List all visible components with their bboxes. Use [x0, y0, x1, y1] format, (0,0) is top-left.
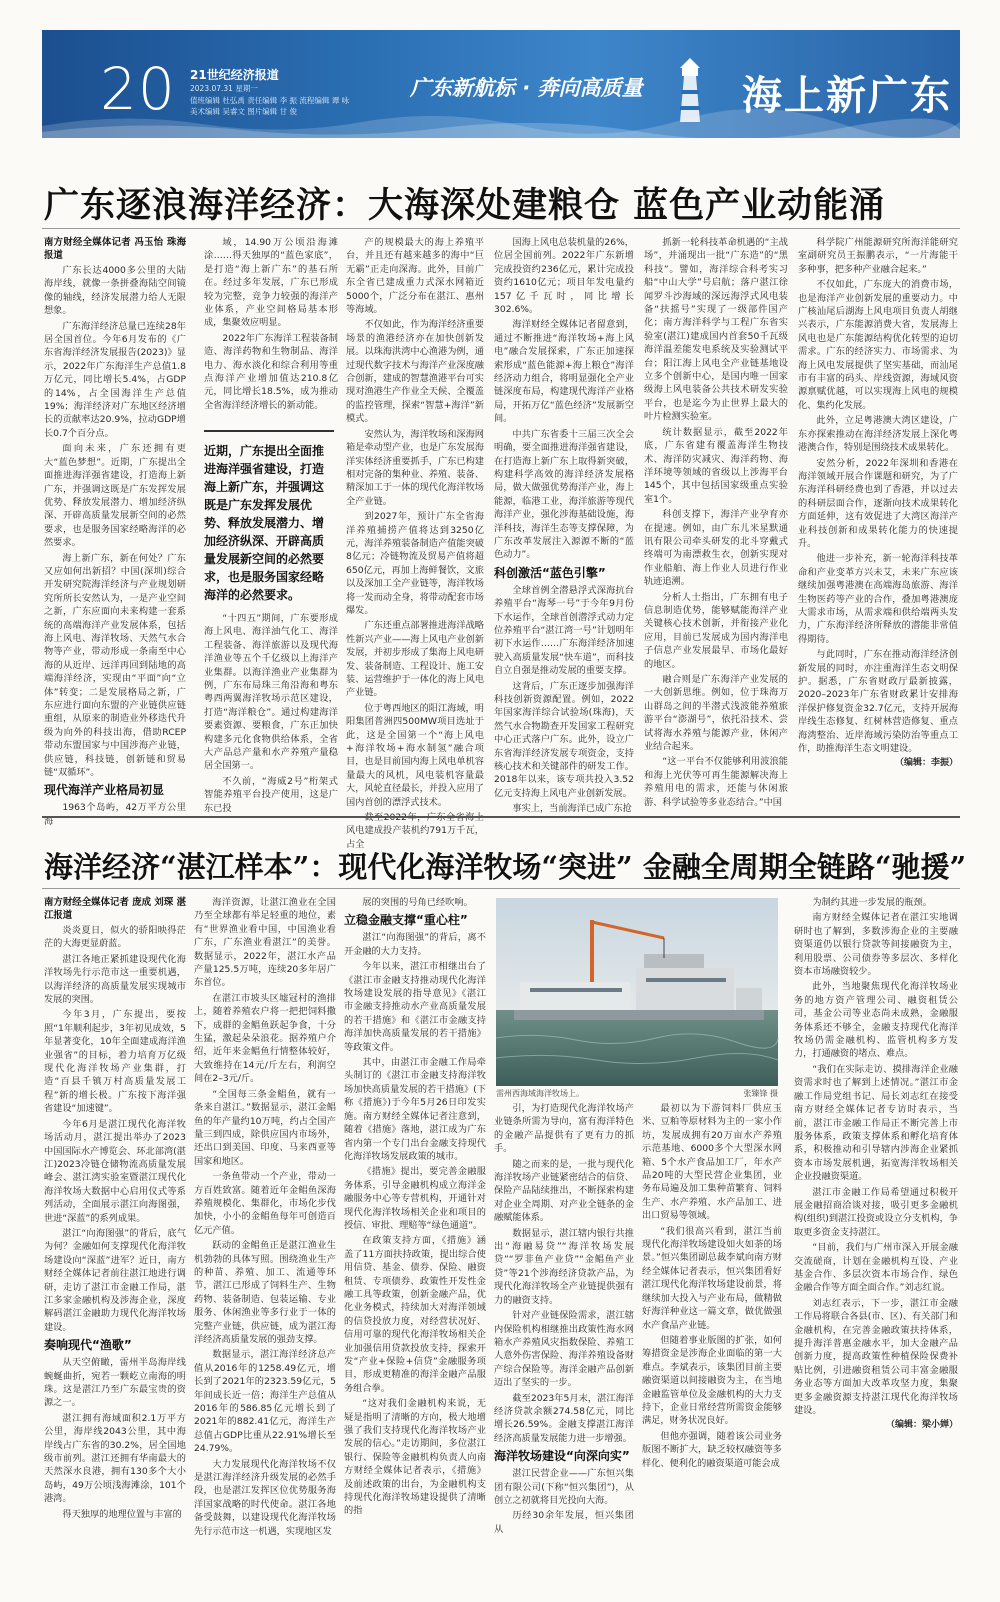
paragraph: 面向未来，广东还拥有更大“蓝色梦想”。近期，广东提出全面推进海洋强省建设，打造海上新广东，并强调这既是广东发挥发展优势、释放发展潜力、增加经济纵深、开辟高质量发展新空间的必然要求，也是服务国家经略海洋的必然要求。 — [44, 443, 186, 549]
paragraph: 一条鱼带动一个产业，带动一方百姓致富。随着近年金鲳鱼深海养殖规模化、集群化，市场化步伐加快，小小的金鲳鱼每年可创造百亿元产值。 — [194, 1171, 336, 1236]
paragraph: 截至2023年5月末，湛江海洋经济贷款余额274.58亿元，同比增长26.59%。金融支撑湛江海洋经济高质量发展能力进一步增强。 — [494, 1392, 634, 1444]
paragraph: 2022年广东海洋工程装备制造、海洋药物和生物制品、海洋电力、海水淡化和综合利用等重点海洋产业增加值达210.8亿元，同比增长18.5%，成为推动全省海洋经济增长的新动能。 — [204, 332, 338, 411]
paragraph: 广东长达4000多公里的大陆海岸线，就像一条拼叠海陆空间镜像的轴线，经济发展潜力给人无限想象。 — [44, 265, 186, 317]
paragraph: 但随着事业版图的扩张，如何筹措资金是涉海企业面临的第一大难点。李斌表示，该集团目前主要融资渠道以间接融资为主，在当地金融监管单位及金融机构的大力支持下，企业日常经营所需资金能够满足，财务状况良好。 — [642, 1334, 782, 1427]
paragraph: 海上新广东，新在何处？广东又应如何出新招？中国(深圳)综合开发研究院海洋经济与产业规划研究所所长安然认为，一是产业空间之新，广东应面向未来构建一套系统的高端海洋产业发展体系，包括海上风电、海洋牧场、天然气水合物等产业，带动形成一条南至中心海的从近岸、远洋再回到陆地的高端海洋经济，实现由“平面”向“立体”转变；二是发展格局之新，广东应进行面向东盟的产业链供应链重组，从原来的制造业外移迭代升级为向外的科技出海，借助RCEP带动东盟国家与中国涉海产业链，供应链，科技链，创新链和贸易链“双循环”。 — [44, 552, 186, 779]
paragraph: 分析人士指出，广东拥有电子信息制造优势，能够赋能海洋产业关键核心技术创新，并衔接产业化应用，目前已发展成为国内海洋电子信息产业发展最早、市场化最好的地区。 — [644, 591, 788, 670]
paragraph: 事实上，当前海洋已成广东抢 — [512, 803, 632, 815]
paragraph: 1963个岛屿，42万平方公里海 — [44, 802, 186, 827]
paragraph: 湛江市金融工作局希望通过积极开展金融招商洽谈对接，吸引更多金融机构(组织)到湛江投资或设立分支机构，争取更多资金支持湛江。 — [794, 1186, 958, 1238]
caption-text: 雷州西海域海洋牧场上。 — [496, 1089, 584, 1098]
paragraph: 这背后，广东正逐步加强海洋科技创新资源配置。例如，2022年国家海洋综合试验场(珠海)，天然气水合物勘查开发国家工程研究中心正式落户广东。此外，设立广东省海洋经济发展专项资金，支持核心技术和关键部件的研发工作。2018年以来，该专项共投入3.52亿元支持海上风电产业创新发展。 — [494, 680, 634, 799]
paragraph: 其中，由湛江市金融工作局牵头制订的《湛江市金融支持海洋牧场加快高质量发展的若干措施》(下称《措施》)于今年5月26日印发实施。南方财经全媒体记者注意到，随着《措施》落地，湛江成为广东省内第一个专门出台金融支持现代化海洋牧场发展政策的城市。 — [344, 1057, 486, 1162]
divider — [42, 816, 960, 818]
photo-credit: 张臻锋 摄 — [743, 1089, 778, 1098]
article-headline: 海洋经济“湛江样本”：现代化海洋牧场“突进” 金融全周期全链路“驰援” — [44, 850, 967, 884]
article-column — [642, 1102, 782, 1576]
paragraph: 全球首例全潜悬浮式深海抗台养殖平台“海琴一号”于今年9月份下水运作，全球首创潜浮式动力定位养殖平台“湛江湾一号”计划明年初下水运作……广东海洋经济加速驶入高质量发展“快车道”，而科技自立自强是推动发展的重要支撑。 — [494, 584, 634, 677]
article-headline: 广东逐浪海洋经济：大海深处建粮仓 蓝色产业动能涌 — [44, 185, 886, 226]
paragraph: “我们很高兴看到，湛江当前现代化海洋牧场建设如火如荼的场景。”恒兴集团副总裁李斌向南方财经全媒体记者表示，恒兴集团看好湛江现代化海洋牧场建设前景，将继续加大投入与产业布局，做精做好海洋种业这一篇文章，做优做强水产食品产业链。 — [642, 1225, 782, 1331]
staff-line: 美术编辑 吴睿文 图片编辑 甘 俊 — [190, 107, 298, 116]
paragraph: 融合则是广东海洋产业发展的一大创新思维。例如，位于珠海万山群岛之间的半潜式浅波能养殖旅游平台“澎湖号”，依托沿技术、尝试将海水养殖与能源产业，休闲产业结合起来。 — [644, 674, 788, 753]
paragraph: 不仅如此，广东庞大的消费市场，也是海洋产业创新发展的重要动力。中广核汕尾后湖海上风电项目负责人胡继兴表示，广东能源消费大省，发展海上风电也是广东能源结构优化转型的迫切需求。广东的经济实力、市场需求、为海上风电发展提供了坚实基础，而汕尾市有丰富的码头、岸线资源，海域风资源禀赋优越，可以实现海上风电的规模化、集约化发展。 — [798, 279, 958, 411]
paragraph: 南方财经全媒体记者在湛江实地调研时也了解到，多数涉海企业的主要融资渠道仍以银行贷款等间接融资为主，利用股票、公司债券等多层次、多样化资本市场融资较少。 — [794, 912, 958, 978]
paragraph: 今年以来，湛江市相继出台了《湛江市金融支持推动现代化海洋牧场建设发展的指导意见》《湛江市金融支持推动水产业高质量发展的若干措施》和《湛江市金融支持海洋加快高质量发展的若干措施》等政策文件。 — [344, 961, 486, 1053]
paragraph: 位于粤西地区的阳江海域，明阳集团普洲四500MW项目选址于此，这是全国第一个“海上风电+海洋牧场+海水制氢”融合项目，也是目前国内海上风电单机容量最大的风机，风电装机容量最大，风轮直径最长，并投入应用了国内首创的漂浮式技术。 — [346, 702, 484, 808]
subheading: 立稳金融支撑“重心柱” — [344, 913, 468, 928]
paragraph: 最初以为下游饲料厂供应玉米、豆粕等原材料为主的一家小作坊，发展成拥有20万亩水产养殖示范基地、6000多个大型深水网箱、5个水产食品加工厂，年水产品20吨的大型民营企业集团，业务布局遍及加工集种苗繁育、饲料生产、水产养殖、水产品加工、进出口贸易等领域。 — [642, 1103, 782, 1222]
paper-name: 21世纪经济报道 — [190, 68, 279, 82]
editor-credit: （编辑：梁小婵） — [885, 1420, 958, 1431]
paragraph: 他进一步补充，新一轮海洋科技革命和产业变革方兴未艾，未来广东应该继续加强粤港澳在高端海岛旅游、海洋生物医药等产业的合作，叠加粤港澳庞大需求市场，从需求端和供给端两头发力，广东海洋经济所释放的潜能非常值得期待。 — [798, 553, 958, 645]
paragraph: 湛江各地正紧抓建设现代化海洋牧场先行示范市这一重要机遇，以海洋经济的高质量发展实现城市发展的突围。 — [44, 953, 186, 1006]
section-title: 海上新广东 — [742, 72, 952, 119]
fish-farm-photo — [496, 898, 778, 1086]
paragraph: 广东海洋经济总量已连续28年居全国首位。今年6月发布的《广东省海洋经济发展报告(2023)》显示，2022年广东海洋生产总值1.8万亿元，同比增长5.4%，占GDP的14%，占全国海洋生产总值19%；海洋经济对广东地区经济增长的贡献率达20.9%，拉动GDP增长0.7个百分点。 — [44, 320, 186, 439]
paragraph: 大力发展现代化海洋牧场不仅是湛江海洋经济升级发展的必然手段，也是湛江发挥区位优势服务海洋国家战略的时代使命。湛江各地备受鼓舞，以建设现代化海洋牧场先行示范市这一机遇，实现地区发 — [194, 1458, 336, 1537]
paragraph: 截至2022年，广东全省海上风电建成投产装机约791万千瓦，占全 — [346, 812, 484, 850]
paragraph: 产的规模最大的海上养殖平台，并且还有越来越多的海中“巨无霸”正走向深海。此外，目前广东全省已建成重力式深水网箱近5000个，广泛分布在湛江、惠州等海域。 — [346, 237, 484, 316]
section-slogan: 广东新航标 · 奔向高质量 — [410, 76, 643, 100]
paragraph: 海洋资源，让湛江渔业在全国乃至全球都有举足轻重的地位，素有“世界渔业看中国，中国渔业看广东，广东渔业看湛江”的美誉。数据显示，2022年，湛江水产品产量125.5万吨，连续20多年居广东首位。 — [194, 897, 336, 989]
article-column — [494, 236, 634, 815]
divider — [42, 228, 960, 229]
staff-line: 值班编辑 杜弘禹 责任编辑 李 振 流程编辑 谭 咏 — [190, 96, 350, 105]
paragraph: 安然分析，2022年深圳和香港在海洋领域开展合作课题和研究，为了广东海洋科研经费也到了香港，并以过去的科研层面合作，逐渐向技术成果转化方面延伸，这有效促进了大湾区海洋产业科技创新和成果转化能力的快速提升。 — [798, 457, 958, 549]
paragraph: 从天空俯瞰，雷州半岛海岸线蜿蜒曲折，宛若一颗屹立南海的明珠。这是湛江乃至广东最宝贵的资源之一。 — [44, 1357, 186, 1409]
byline: 南方财经全媒体记者 庞成 刘琛 湛江报道 — [44, 897, 186, 921]
paragraph: 湛江“向海图强”的背后，离不开金融的大力支持。 — [344, 932, 486, 957]
paragraph: “十四五”期间，广东要形成海上风电、海洋油气化工、海洋工程装备、海洋旅游以及现代海洋渔业等五个千亿级以上海洋产业集群。以海洋渔业产业集群为例，广东布局珠三角沿海和粤东粤西两翼海洋牧场示范区建设，打造“海洋粮仓”。通过构建海洋要素资源、要粮食，广东正加快构建多元化食物供给体系，全省大产品总产量和水产养殖产量稳居全国第一。 — [204, 613, 338, 772]
section-banner — [42, 30, 960, 138]
paragraph: 广东还重点部署推进海洋战略性新兴产业——海上风电产业创新发展，并初步形成了集海上风电研发、装备制造、工程设计、施工安装、运营维护于一体化的海上风电产业链。 — [346, 620, 484, 699]
lighthouse-icon — [670, 56, 710, 126]
byline: 南方财经全媒体记者 冯玉怡 珠海报道 — [44, 237, 186, 261]
paragraph: “目前，我们与广州市深入开展金融交流磋商，计划在金融机构互设、产业基金合作、多层次资本市场合作、绿色金融合作等方面全面合作。”刘志红说。 — [794, 1242, 958, 1294]
paragraph: 此外，立足粤港澳大湾区建设，广东亦探索推动在海洋经济发展上深化粤港澳合作，特别是围绕技术成果转化。 — [798, 415, 958, 454]
page-number: 20 — [100, 55, 176, 123]
paragraph: 数据显示，湛江辖内银行共推出“海融易贷”“海洋牧场发展贷”“罗非鱼产业贷”“金鲳鱼产业贷”等21个涉海经济贷款产品，为现代化海洋牧场全产业链提供强有力的融资支持。 — [494, 1227, 634, 1306]
paragraph: “我们在实际走访、摸排海洋企业融资需求时也了解到上述情况。”湛江市金融工作局党组书记、局长刘志红在接受南方财经全媒体记者专访时表示，当前，湛江市金融工作局正不断完善上市服务体系，政策支撑体系和孵化培育体系，积极推动和引导辖内涉海企业紧抓资本市场发展机遇，拓宽海洋牧场相关企业投融资渠道。 — [794, 1063, 958, 1183]
article-column — [346, 236, 484, 850]
paragraph: “这对我们金融机构来说，无疑是指明了清晰的方向，极大地增强了我们支持现代化海洋牧场产业发展的信心。”走访期间，多位湛江银行、保险等金融机构负责人向南方财经全媒体记者表示，《措施》及前述政策的出台，为金融机构支持现代化海洋牧场建设提供了清晰的指 — [344, 1398, 486, 1517]
paragraph: 今年3月，广东提出，要按照“1年顺利起步，3年初见成效，5年显著变化，10年全面建成海洋渔业强省”的目标，着力培育万亿级现代化海洋牧场产业集群，打造“百县千镇万村高质量发展工程”新的增长极。广东按下海洋强省建设“加速键”。 — [44, 1009, 186, 1115]
paragraph: 针对产业链保险需求，湛江辖内保险机构相继推出政策性海水网箱水产养殖风灾指数保险、养殖工人意外伤害保险、海洋养殖设备财产综合保险等。海洋金融产品创新迈出了坚实的一步。 — [494, 1310, 634, 1389]
paragraph: 数据显示，湛江海洋经济总产值从2016年的1258.49亿元，增长到了2021年的2323.59亿元，5年间成长近一倍；海洋生产总值从2016年的586.85亿元增长到了2021年的882.41亿元，海洋生产总值占GDP比重从22.91%增长至24.79%。 — [194, 1349, 336, 1455]
paragraph: 引，为打造现代化海洋牧场产业链条所需为导向，富有海洋特色的金融产品提供有了更有力的抓手。 — [494, 1103, 634, 1155]
subheading: 科创激活“蓝色引擎” — [494, 565, 606, 580]
paragraph: 在政策支持方面，《措施》涵盖了11方面扶持政策，提出综合使用信贷、基金、债券、保险、融资租赁、专项债券、政策性开发性金融工具等政策，创新金融产品，优化业务模式，持续加大对海洋领域的信贷投放力度，对经营状况好、信用可靠的现代化海洋牧场相关企业加强信用贷款投放支持，探索开发“产业+保险+信贷”金融服务项目，形成更精准的海洋金融产品服务组合拳。 — [344, 1235, 486, 1394]
article-column — [44, 896, 186, 1576]
article-column — [794, 896, 958, 1576]
paragraph: 展的突围的号角已经吹响。 — [362, 897, 473, 908]
paragraph: 为制约其进一步发展的瓶颈。 — [812, 897, 932, 908]
paragraph: 得天独厚的地理位置与丰富的 — [62, 1508, 182, 1520]
paragraph: 统计数据显示，截至2022年底，广东省建有覆盖海洋生物技术、海洋防灾减灾、海洋药物、海洋环境等领域的省级以上涉海平台145个，其中包括国家级重点实验室1个。 — [644, 426, 788, 505]
article-column — [494, 1102, 634, 1576]
article-column — [644, 236, 788, 808]
paragraph: 海洋财经全媒体记者留意到，通过不断推进“海洋牧场+海上风电”融合发展探索，广东正加速探索形成“蓝色能源+海上粮仓”海洋经济动力组合，将明显强化全产业链深度布局，构建现代海洋产业格局，开拓万亿“蓝色经济”发展新空间。 — [494, 319, 634, 425]
paragraph: 与此同时，广东在推动海洋经济创新发展的同时，亦注重海洋生态文明保护。据悉，广东省财政厅最新披露，2020–2023年广东省财政累计安排海洋保护修复资金32.7亿元，支持开展海岸线生态修复、红树林营造修复、重点海湾整治、近岸海域污染防治等重点工作，助推海洋生态文明建设。 — [798, 649, 958, 755]
paragraph: 国海上风电总装机量的26%，位居全国前列。2022年广东新增完成投资约236亿元，累计完成投资约1610亿元；项目年发电量约157亿千瓦时，同比增长302.6%。 — [494, 237, 634, 316]
paragraph: 湛江民营企业——广东恒兴集团有限公司(下称“恒兴集团”)，从创立之初就将目光投向大海。 — [494, 1468, 634, 1506]
subheading: 海洋牧场建设“向深向实” — [494, 1449, 630, 1464]
article-column — [194, 896, 336, 1576]
paragraph: 在湛江市坡头区墟冠村的渔排上，随着养殖农户将一把把饲料撒下，成群的金鲳鱼跃起争食，十分生猛，激起朵朵浪花。据养殖户介绍，近年来金鲳鱼行情整体较好，大致维持在14元/斤左右，利润空间在2–3元/斤。 — [194, 992, 336, 1085]
paragraph: 到2027年，预计广东全省海洋养殖捕捞产值将达到3250亿元，海洋养殖装备制造产值能突破8亿元；冷链物流及贸易产值将超650亿元，再加上海鲜餐饮，文旅以及深加工全产业链等，海洋牧场将一发而动全身，将带动配套市场爆发。 — [346, 511, 484, 616]
paragraph: 域，14.90万公顷沿海滩涂……得天独厚的“蓝色家底”，是打造“海上新广东”的基石所在。经过多年发展，广东已形成较为完整，竞争力较强的海洋产业体系，产业空间格局基本形成，集聚效应明显。 — [204, 237, 338, 329]
paragraph: 今年6月是湛江现代化海洋牧场活动月，湛江提出举办了2023中国国际水产博览会、环北部湾(湛江)2023冷链仓储物流高质量发展峰会、湛江湾实验室暨湛江现代化海洋牧场大数据中心启用仪式等系列活动，全面展示湛江向海图强，世进“深蓝”的系列成果。 — [44, 1118, 186, 1224]
subheading: 现代海洋产业格局初显 — [44, 783, 165, 798]
article-column — [798, 236, 958, 796]
paragraph: “这一平台不仅能够利用波浪能和海上光伏等可再生能源解决海上养殖用电的需求，还能与休闲旅游、科学试验等多业态结合。”中国 — [644, 756, 788, 808]
subheading: 奏响现代“渔歌” — [44, 1338, 132, 1353]
editor-credit: （编辑：李振） — [894, 758, 958, 769]
paragraph: 刘志红表示，下一步，湛江市金融工作局将联合各县(市、区)、有关部门和金融机构，在完善金融政策扶持体系，提升海洋普惠金融水平，加大金融产品创新力度，提高政策性种植保险保费补贴比例，引进融资租赁公司丰富金融服务业态等方面加大改革攻坚力度，集聚更多金融资源支持湛江现代化海洋牧场建设。 — [794, 1297, 958, 1417]
paragraph: 科创支撑下，海洋产业孕育亦在提速。例如，由广东儿米星默通讯有限公司牵头研发的北斗穿戴式终端可为南漂救生衣，创新实现对作业船舶、海上作业人员进行作业轨迹追溯。 — [644, 509, 788, 588]
paragraph: 安然认为，海洋牧场和深海网箱是牵动型产业，也是广东发展海洋实体经济重要抓手，广东已构建相对完备的集种业、养殖、装备、精深加工于一体的现代化海洋牧场全产业链。 — [346, 428, 484, 507]
paragraph: 历经30余年发展，恒兴集团从 — [494, 1510, 634, 1535]
article-column — [44, 236, 186, 827]
paragraph: 炎炎夏日，似火的骄阳映得茫茫的大海更显蔚蓝。 — [44, 925, 186, 950]
paragraph: 跃动的金鲳鱼正是湛江渔业生机勃勃的具体写照。围绕渔业生产的种苗、养殖、加工、流通等环节，湛江已形成了饲料生产、生物药物、装备制造、包装运输、专业服务、休闲渔业等多行业于一体的完整产业链，供应链，成为湛江海洋经济高质量发展的强劲支撑。 — [194, 1240, 336, 1345]
paragraph: 随之而来的是，一批与现代化海洋牧场产业链紧密结合的信贷、保险产品陆续推出，不断探索构建对企业全周期、对产业全链条的金融赋能体系。 — [494, 1158, 634, 1224]
paragraph: 不仅如此，作为海洋经济重要场景的渔港经济亦在加快创新发展。以珠海洪湾中心渔港为例，通过现代数字技术与海洋产业深度融合创新，建成的智慧渔港平台可实现对渔港生产作业全天候、全覆盖的监控管理，探索“智慧+海洋”新模式。 — [346, 319, 484, 425]
paragraph: “全国每三条金鲳鱼，就有一条来自湛江。”数据显示，湛江金鲳鱼的年产量约10万吨，约占全国产量三到四成，除供应国内市场外，还出口到美国、印度、马来西亚等国家和地区。 — [194, 1088, 336, 1167]
photo-caption — [496, 1088, 778, 1099]
date-line: 2023.07.31 星期一 — [190, 84, 258, 93]
divider — [42, 888, 960, 889]
paragraph: 湛江“向海图强”的背后，底气为何？金融如何支撑现代化海洋牧场建设向“深蓝”进军？近日，南方财经全媒体记者前往湛江地进行调研，走访了湛江市金融工作局，湛江多家金融机构及涉海企业，深度解码湛江金融助力现代化海洋牧场建设。 — [44, 1227, 186, 1333]
pull-quote: 近期，广东提出全面推进海洋强省建设，打造海上新广东，并强调这既是广东发挥发展优势、释放发展潜力、增加经济纵深、开辟高质量发展新空间的必然要求，也是服务国家经略海洋的必然要求。 — [204, 430, 334, 604]
paragraph: 不久前，“海威2号”桁架式智能养殖平台投产使用，这是广东已投 — [204, 775, 338, 814]
article-column — [344, 896, 486, 1576]
paragraph: 此外，当地聚焦现代化海洋牧场业务的地方资产管理公司、融资租赁公司，基金公司等业态尚未成熟，金融服务体系还不够全，金融支持现代化海洋牧场仍需金融机构、监管机构多方发力，打通融资的堵点、难点。 — [794, 981, 958, 1060]
paragraph: 湛江拥有海域面积2.1万平方公里，海岸线2043公里，其中海岸线占广东省的30.2%，居全国地级市前列。湛江还拥有华南最大的天然深水良港，拥有130多个大小岛屿，49万公顷浅海滩涂，101个港湾。 — [44, 1412, 186, 1505]
article-column — [204, 236, 338, 426]
article-column — [204, 612, 338, 814]
paragraph: 中共广东省委十三届三次全会明确，要全面推进海洋强省建设，在打造海上新广东上取得新突破，构建科学高效的海洋经济发展格局，做大做强优势海洋产业，海上能源，临港工业，海洋旅游等现代海洋产业，强化涉海基础设施，海洋科技，海洋生态等支撑保障，为广东改革发展注入源源不断的“蓝色动力”。 — [494, 428, 634, 561]
paragraph: 科学院广州能源研究所海洋能研究室副研究员王振鹏表示，“一片海能干多种事，把多种产业融合起来。” — [798, 237, 958, 275]
paragraph: 但他亦强调，随着该公司业务版图不断扩大，缺乏较权融资等多样化、便利化的融资渠道可能会成 — [642, 1430, 782, 1469]
paragraph: 抓新一轮科技革命机遇的“主战场”，并涌现出一批“广东造”的“黑科技”。譬如，海洋综合科考实习船“中山大学”号启航；落户湛江徐闻罗斗沙海域的深远海浮式风电装备“扶摇号”实现了一级部件国产化；南方海洋科学与工程广东省实验室(湛江)建成国内首套50千瓦级海洋温差能发电系统及实验测试平台；阳江海上风电全产业链基地设立多个创新中心，是国内唯一国家级海上风电装备公共技术研发实验平台，也是迄今为止世界上最大的叶片检测实验室。 — [644, 237, 788, 423]
paragraph: 《措施》提出，要完善金融服务体系，引导金融机构成立海洋金融服务中心等专营机构，开通针对现代化海洋牧场相关企业和项目的授信、审批、理赔等“绿色通道”。 — [344, 1166, 486, 1231]
